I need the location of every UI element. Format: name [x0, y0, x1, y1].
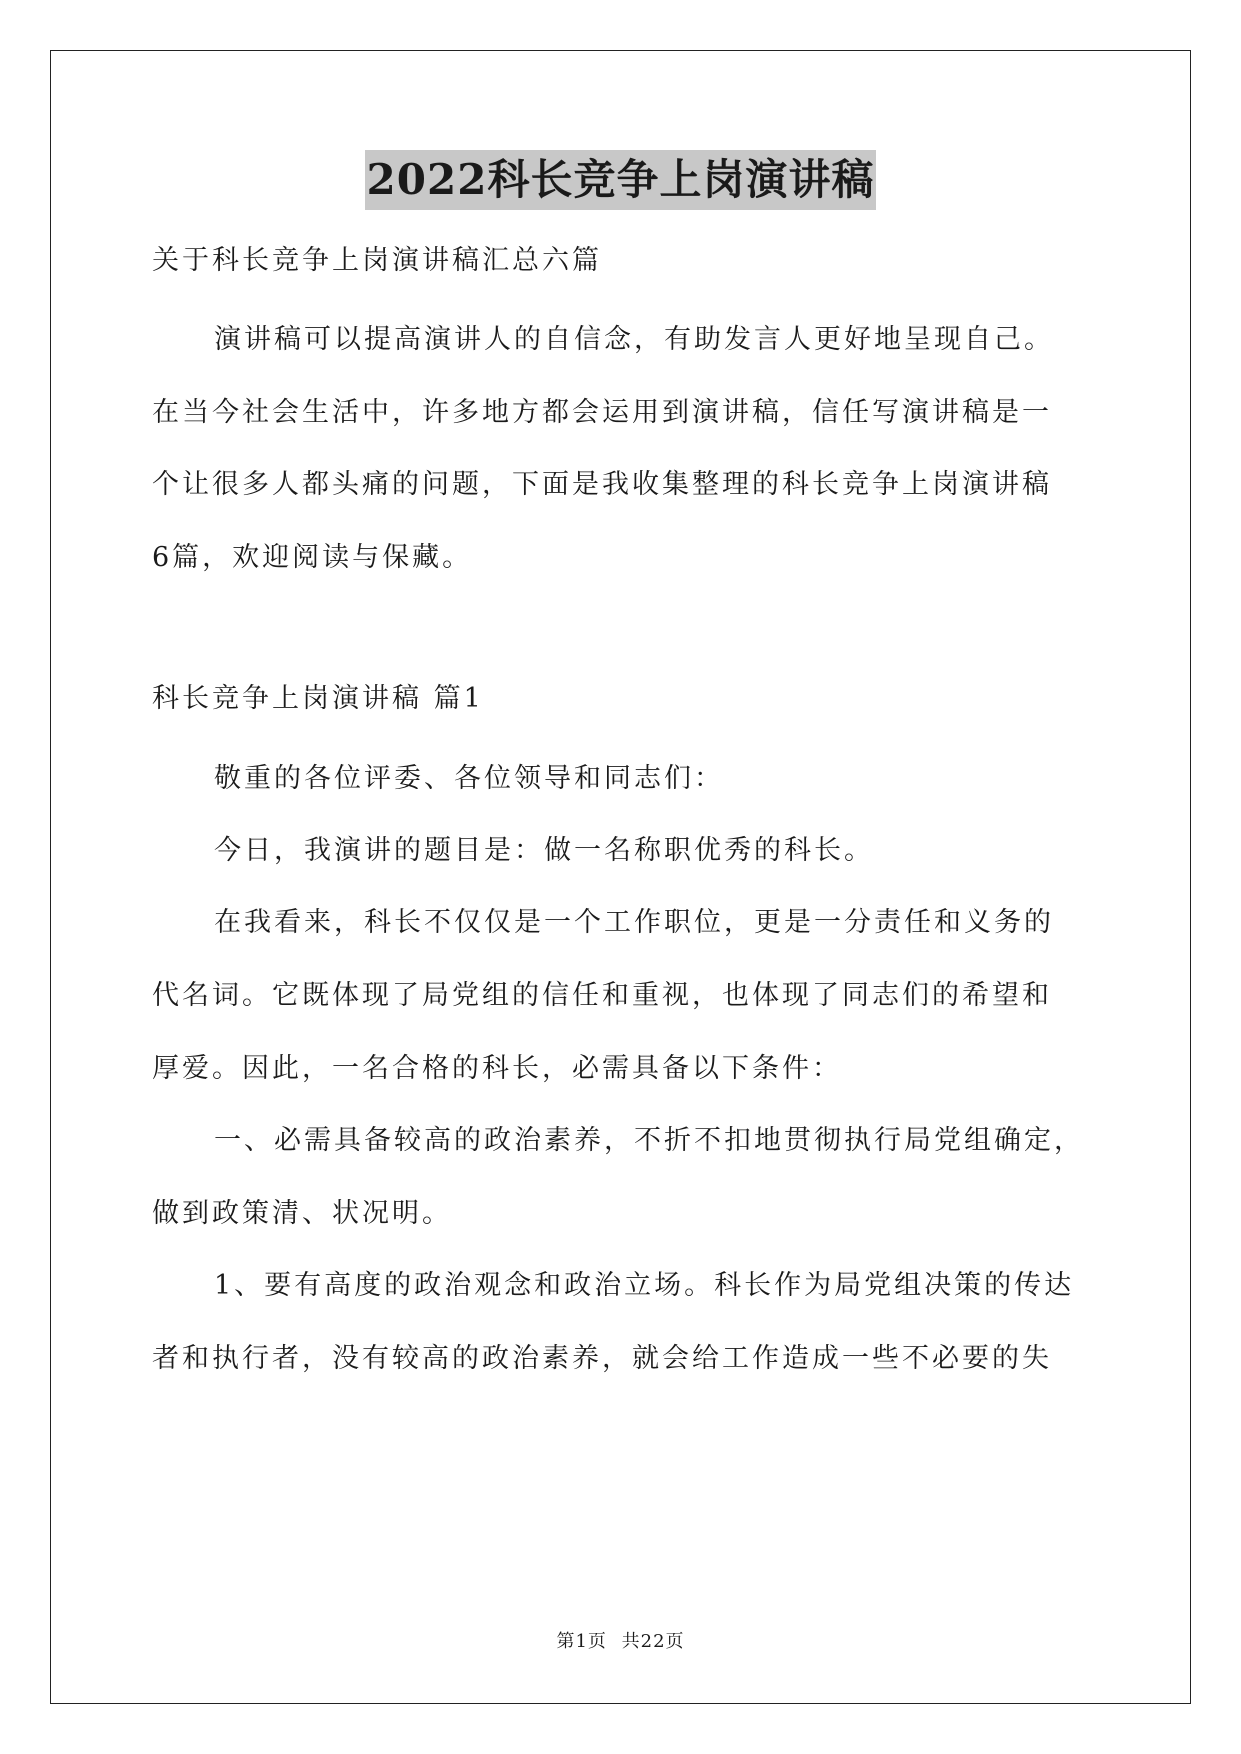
document-subtitle: 关于科长竞争上岗演讲稿汇总六篇	[152, 245, 602, 276]
paragraph-line: 今日，我演讲的题目是：做一名称职优秀的科长。	[214, 835, 874, 866]
document-title: 2022科长竞争上岗演讲稿	[365, 150, 877, 210]
paragraph-line: 敬重的各位评委、各位领导和同志们：	[214, 763, 724, 794]
section-heading: 科长竞争上岗演讲稿 篇1	[152, 683, 484, 714]
paragraph-line: 在当今社会生活中，许多地方都会运用到演讲稿，信任写演讲稿是一	[152, 397, 1052, 428]
paragraph-line: 一、必需具备较高的政治素养，不折不扣地贯彻执行局党组确定，	[214, 1125, 1084, 1156]
paragraph-line: 演讲稿可以提高演讲人的自信念，有助发言人更好地呈现自己。	[214, 324, 1054, 355]
page-border	[50, 50, 1191, 1704]
paragraph-line: 6篇，欢迎阅读与保藏。	[152, 542, 473, 573]
paragraph-line: 者和执行者，没有较高的政治素养，就会给工作造成一些不必要的失	[152, 1343, 1052, 1374]
paragraph-line: 个让很多人都头痛的问题，下面是我收集整理的科长竞争上岗演讲稿	[152, 469, 1052, 500]
paragraph-line: 做到政策清、状况明。	[152, 1198, 452, 1229]
page-number: 第1页	[556, 1631, 607, 1652]
page-footer	[0, 1627, 1241, 1653]
page-total: 共22页	[621, 1631, 685, 1652]
paragraph-line: 厚爱。因此，一名合格的科长，必需具备以下条件：	[152, 1053, 842, 1084]
paragraph-line: 代名词。它既体现了局党组的信任和重视，也体现了同志们的希望和	[152, 980, 1052, 1011]
paragraph-line: 1、要有高度的政治观念和政治立场。科长作为局党组决策的传达	[214, 1270, 1075, 1301]
paragraph-line: 在我看来，科长不仅仅是一个工作职位，更是一分责任和义务的	[214, 907, 1054, 938]
